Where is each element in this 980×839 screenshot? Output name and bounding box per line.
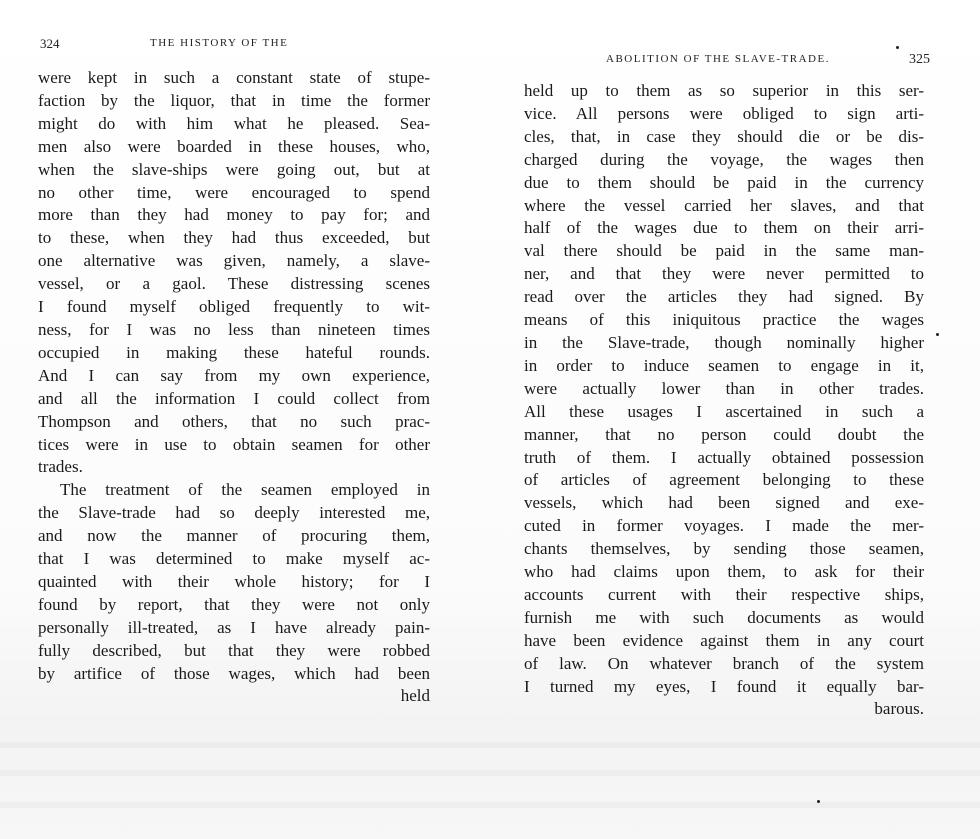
- text-line: vessel, or a gaol. These distressing scenes: [38, 274, 430, 294]
- text-line: cuted in former voyages. I made the mer-: [524, 516, 924, 536]
- text-line: due to them should be paid in the currency: [524, 172, 924, 192]
- text-line: who had claims upon them, to ask for their: [524, 562, 924, 582]
- text-line: were kept in such a constant state of stupe-: [38, 68, 430, 87]
- text-line: tices were in use to obtain seamen for other: [38, 434, 430, 454]
- text-line: fully described, but that they were robbed: [38, 640, 430, 660]
- catchword: held: [400, 686, 430, 706]
- text-line: no other time, were encouraged to spend: [38, 182, 430, 202]
- text-line: of law. On whatever branch of the system: [524, 653, 924, 673]
- scan-artifact: [0, 802, 980, 808]
- right-running-head: [524, 50, 930, 72]
- text-line: have been evidence against them in any court: [524, 630, 924, 650]
- text-line: and all the information I could collect from: [38, 388, 430, 408]
- text-line: manner, that no person could doubt the: [524, 424, 924, 444]
- text-line: trades.: [38, 457, 83, 477]
- text-line: held up to them as so superior in this ser-: [524, 81, 924, 100]
- right-page: [524, 50, 930, 721]
- left-running-title: THE HISTORY OF THE: [150, 37, 289, 49]
- left-page-text: [38, 67, 430, 708]
- text-line: when the slave-ships were going out, but at: [38, 159, 430, 179]
- text-line: occupied in making these hateful rounds.: [38, 342, 430, 362]
- text-line: I turned my eyes, I found it equally bar-: [524, 676, 924, 696]
- text-line: I found myself obliged frequently to wit-: [38, 297, 430, 317]
- ink-speck: [936, 333, 939, 336]
- left-running-head: [38, 34, 430, 56]
- right-page-text: [524, 80, 924, 721]
- text-line: quainted with their whole history; for I: [38, 571, 430, 591]
- text-line: All these usages I ascertained in such a: [524, 401, 924, 421]
- ink-speck: [896, 46, 899, 49]
- text-line: charged during the voyage, the wages then: [524, 149, 924, 169]
- text-line: by artifice of those wages, which had been: [38, 663, 430, 683]
- text-line: more than they had money to pay for; and: [38, 205, 430, 225]
- text-line: that I was determined to make myself ac-: [38, 549, 430, 569]
- text-line: where the vessel carried her slaves, and that: [524, 195, 924, 215]
- text-line: The treatment of the seamen employed in: [60, 480, 430, 500]
- text-line: read over the articles they had signed. By: [524, 287, 924, 307]
- text-line: cles, that, in case they should die or be dis-: [524, 126, 924, 146]
- text-line: ner, and that they were never permitted to: [524, 264, 924, 284]
- text-line: to these, when they had thus exceeded, but: [38, 228, 430, 248]
- scan-artifact: [0, 742, 980, 748]
- text-line: val there should be paid in the same man-: [524, 241, 924, 261]
- text-line: furnish me with such documents as would: [524, 607, 924, 627]
- text-line: the Slave-trade had so deeply interested me,: [38, 503, 430, 523]
- text-line: one alternative was given, namely, a slave-: [38, 251, 430, 271]
- scan-artifact: [0, 770, 980, 776]
- text-line: Thompson and others, that no such prac-: [38, 411, 430, 431]
- text-line: men also were boarded in these houses, who,: [38, 136, 430, 156]
- text-line: personally ill-treated, as I have already pain-: [38, 617, 430, 637]
- text-line: found by report, that they were not only: [38, 594, 430, 614]
- text-line: means of this iniquitous practice the wages: [524, 310, 924, 330]
- text-line: vice. All persons were obliged to sign arti-: [524, 103, 924, 123]
- text-line: half of the wages due to them on their arri-: [524, 218, 924, 238]
- catchword: barous.: [874, 699, 924, 719]
- text-line: ness, for I was no less than nineteen times: [38, 319, 430, 339]
- ink-speck: [817, 800, 820, 803]
- text-line: truth of them. I actually obtained possession: [524, 447, 924, 467]
- text-line: faction by the liquor, that in time the former: [38, 90, 430, 110]
- text-line: chants themselves, by sending those seamen,: [524, 539, 924, 559]
- left-page: [38, 34, 430, 708]
- text-line: accounts current with their respective ships,: [524, 584, 924, 604]
- text-line: were actually lower than in other trades.: [524, 378, 924, 398]
- right-page-number: 325: [909, 52, 930, 67]
- text-line: might do with him what he pleased. Sea-: [38, 113, 430, 133]
- text-line: vessels, which had been signed and exe-: [524, 493, 924, 513]
- text-line: in order to induce seamen to engage in it,: [524, 355, 924, 375]
- left-page-number: 324: [40, 36, 60, 51]
- text-line: of articles of agreement belonging to these: [524, 470, 924, 490]
- right-running-title: ABOLITION OF THE SLAVE-TRADE.: [606, 53, 830, 65]
- text-line: and now the manner of procuring them,: [38, 526, 430, 546]
- text-line: in the Slave-trade, though nominally higher: [524, 332, 924, 352]
- text-line: And I can say from my own experience,: [38, 365, 430, 385]
